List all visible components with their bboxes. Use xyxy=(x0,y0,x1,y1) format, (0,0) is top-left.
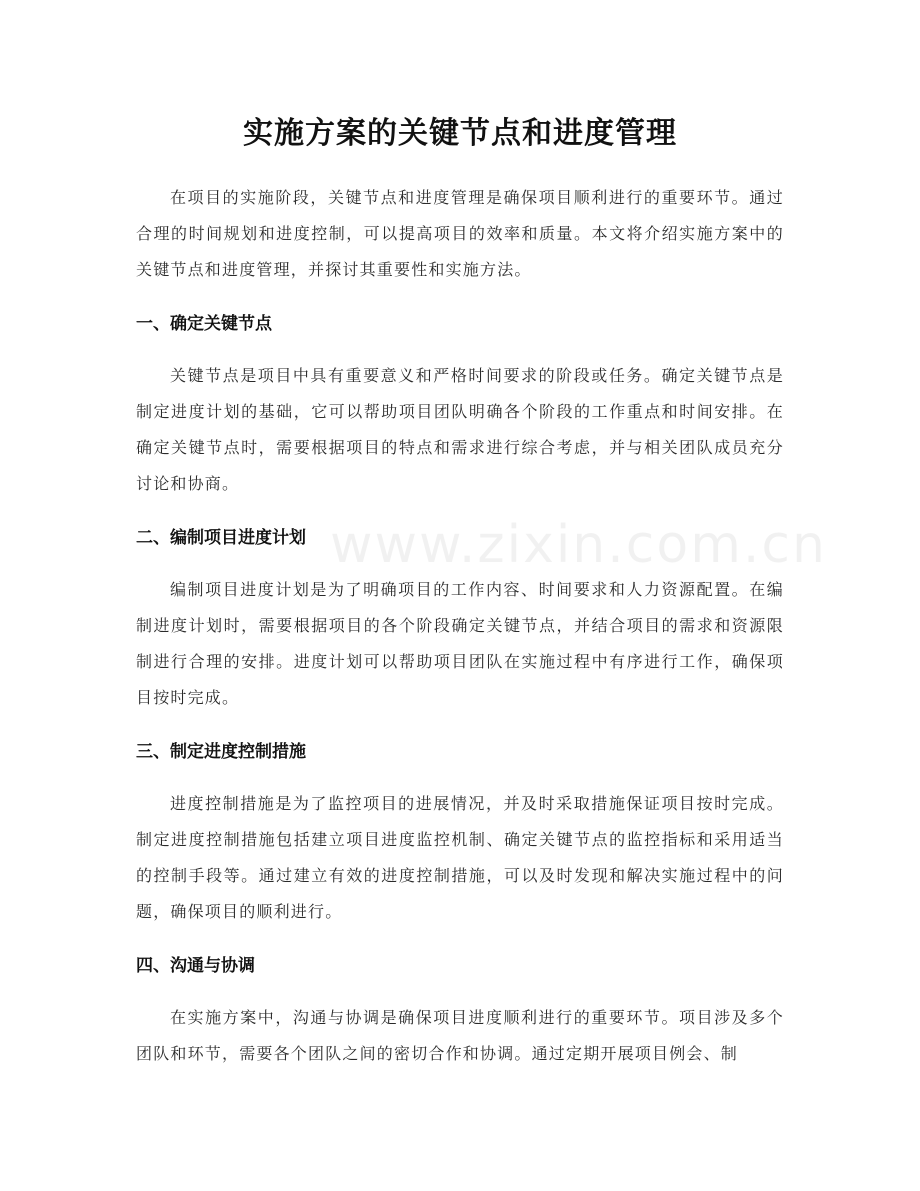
section-heading-1: 一、确定关键节点 xyxy=(136,314,272,334)
section-body-3: 进度控制措施是为了监控项目的进展情况，并及时采取措施保证项目按时完成。制定进度控制措施包括建立项目进度监控机制、确定关键节点的监控指标和采用适当的控制手段等。通过建立有效的进度控制措施，可以及时发现和解决实施过程中的问题，确保项目的顺利进行。 xyxy=(136,794,784,921)
section-body-2: 编制项目进度计划是为了明确项目的工作内容、时间要求和人力资源配置。在编制进度计划时，需要根据项目的各个阶段确定关键节点，并结合项目的需求和资源限制进行合理的安排。进度计划可以帮助项目团队在实施过程中有序进行工作，确保项目按时完成。 xyxy=(136,580,784,707)
section-body-1: 关键节点是项目中具有重要意义和严格时间要求的阶段或任务。确定关键节点是制定进度计划的基础，它可以帮助项目团队明确各个阶段的工作重点和时间安排。在确定关键节点时，需要根据项目的特点和需求进行综合考虑，并与相关团队成员充分讨论和协商。 xyxy=(136,366,784,493)
section-heading-2: 二、编制项目进度计划 xyxy=(136,528,306,548)
watermark: www.zixin.com.cn xyxy=(330,515,827,575)
page-title: 实施方案的关键节点和进度管理 xyxy=(243,116,677,151)
intro-paragraph: 在项目的实施阶段，关键节点和进度管理是确保项目顺利进行的重要环节。通过合理的时间规划和进度控制，可以提高项目的效率和质量。本文将介绍实施方案中的关键节点和进度管理，并探讨其重要性和实施方法。 xyxy=(136,188,784,279)
section-heading-4: 四、沟通与协调 xyxy=(136,956,255,976)
section-body-4: 在实施方案中，沟通与协调是确保项目进度顺利进行的重要环节。项目涉及多个团队和环节，需要各个团队之间的密切合作和协调。通过定期开展项目例会、制 xyxy=(136,1008,784,1063)
section-heading-3: 三、制定进度控制措施 xyxy=(136,742,306,762)
